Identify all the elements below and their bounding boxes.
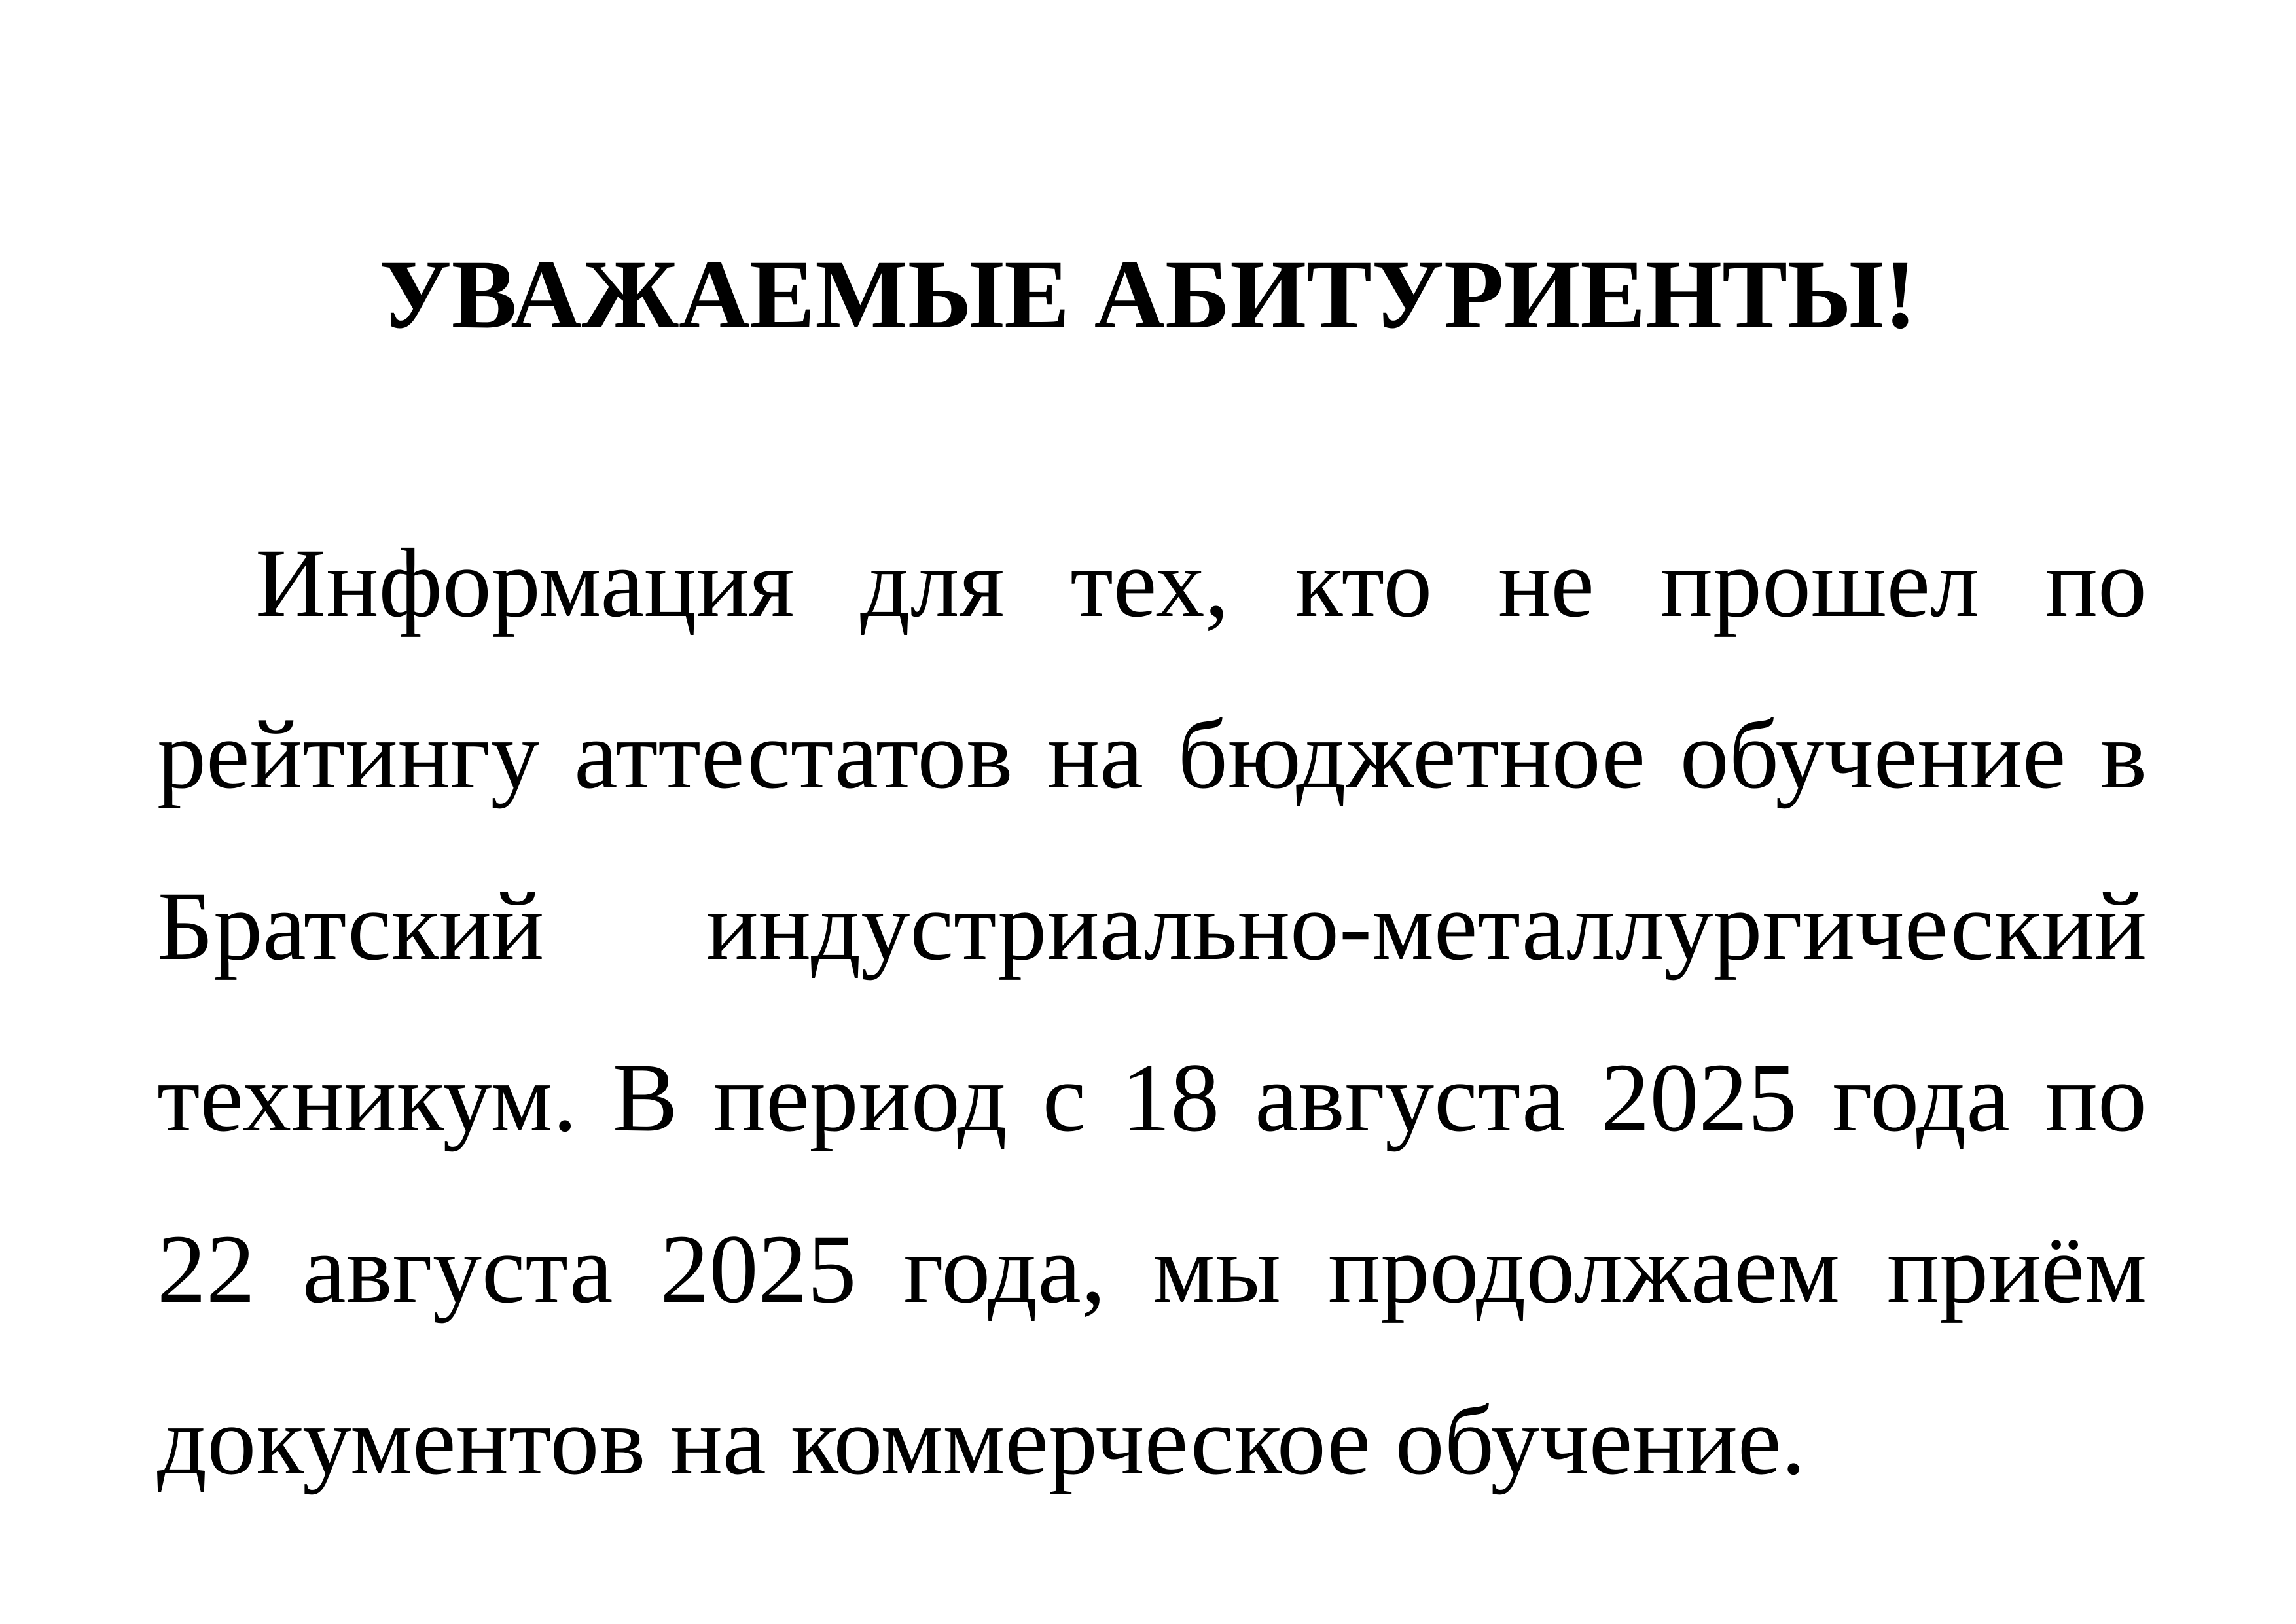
announcement-paragraph: Информация для тех, кто не прошел по рейтингу аттестатов на бюджетное обучение в Братский индустриально-металлургический техникум. В период с 18 августа 2025 года по 22 августа 2025 года, мы продолжаем приём документов на коммерческое обучение. (157, 529, 2147, 1495)
page-title: УВАЖАЕМЫЕ АБИТУРИЕНТЫ! (379, 240, 1917, 349)
